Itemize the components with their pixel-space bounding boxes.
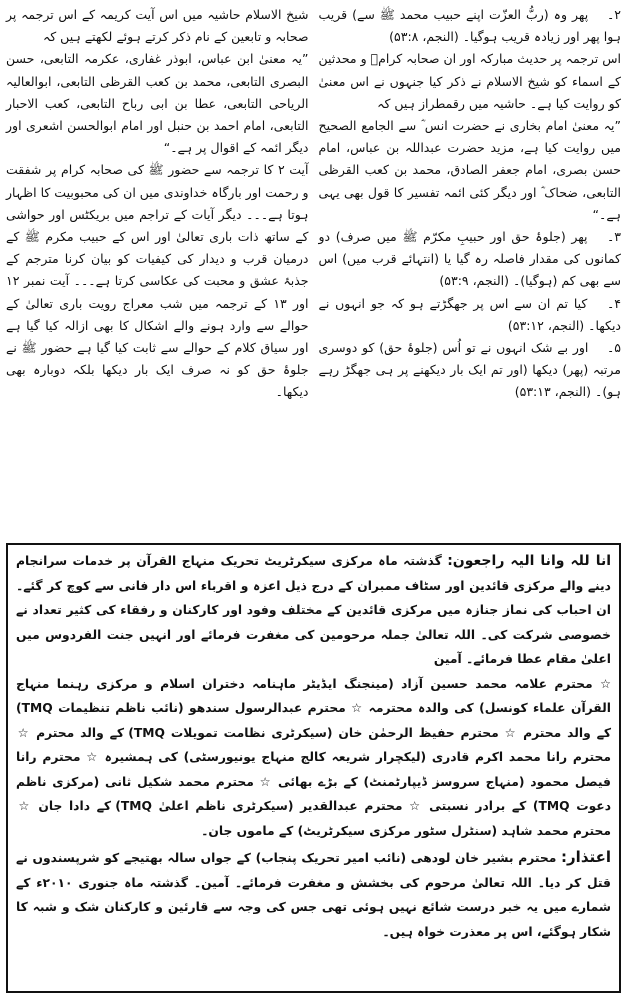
analysis-paragraph: آیت ۲ کا ترجمہ سے حضور ﷺ کی صحابہ کرام پر شفقت و رحمت اور بارگاہ خداوندی میں ان کی محبوبیت کا اظہار ہوتا ہے۔۔۔ دیگر آیات کے تراجم میں بریکٹس اور حواشی کے ساتھ ذات باری تعالیٰ اور اس کے حبیب مکرم ﷺ کے درمیان قرب و دیدار کی کیفیات کو بیان کرنا مترجم کے جذبۂ عشق و محبت کی عکاسی کرتا ہے۔۔۔ آیت نمبر ۱۲ اور ۱۳ کے ترجمہ میں شب معراج رویت باری تعالیٰ کے حوالے سے وارد ہونے والے اشکال کا بھی ازالہ کیا گیا ہے اور سیاق کلام کے حوالے سے ثابت کیا گیا ہے حضور ﷺ نے جلوۂ حق کو نہ صرف ایک بار دیکھا بلکہ دوبارہ بھی دیکھا۔ [2,162,309,400]
verse-2-translation: ۲۔ پھر وہ (ربُّ العزّت اپنے حبیب محمد ﷺ سے) قریب ہوا پھر اور زیادہ قریب ہوگیا۔ (النجم، ۵۳:۸) [314,7,621,45]
obituary-notice-box [6,543,621,993]
notice-headline: انا للہ وانا الیہ راجعون: [447,553,612,569]
commentary-paragraph: اس ترجمہ پر حدیث مبارکہ اور ان صحابہ کرامؓ و محدثین کے اسماء کو شیخ الاسلام نے ذکر کیا جنہوں نے اس معنیٰ کو روایت کیا ہے۔ حاشیہ میں رقمطراز ہیں کہ [314,51,621,111]
apology-paragraph [11,845,611,944]
notice-lead-text: گذشتہ ماہ مرکزی سیکرٹریٹ تحریک منہاج القرآن پر خدمات سرانجام دینے والے مرکزی قائدین اور سٹاف ممبران کے درج ذیل اعزہ و اقرباء اس دار فانی سے کوچ کر گئے۔ ان احباب کی نماز جنازہ میں مرکزی قائدین کے مختلف وفود اور کارکنان و رفقاء کی کثیر تعداد نے خصوصی شرکت کی۔ اللہ تعالیٰ جملہ مرحومین کی مغفرت فرمائے اور انہیں جنت الفردوس میں اعلیٰ مقام عطا فرمائے۔ آمین [11,554,611,666]
footnote-scholars-quote: ”یہ معنیٰ ابن عباس، ابوذر غفاری، عکرمہ التابعی، حسن البصری التابعی، محمد بن کعب القرظی التابعی، ابوالعالیہ الریاحی التابعی، عطا بن ابی رباح التابعی، کعب الاحبار التابعی، امام احمد بن حنبل اور امام ابوالحسن اشعری اور دیگر ائمہ کے اقوال پر ہے۔“ [2,51,309,156]
apology-text: محترم بشیر خان لودھی (نائب امیر تحریک پنجاب) کے جواں سالہ بھتیجے کو شرپسندوں نے قتل کر دیا۔ اللہ تعالیٰ مرحوم کی بخشش و مغفرت فرمائے۔ آمین۔ گذشتہ ماہ جنوری ۲۰۱۰ء کے شمارے میں یہ خبر درست شائع نہیں ہوئی تھی جس کی وجہ سے قارئین و کارکنان شک و شبہ کا شکار ہوگئے، اس پر معذرت خواہ ہیں۔ [11,851,611,939]
deceased-list: ☆ محترم علامہ محمد حسین آزاد (مینجنگ ایڈیٹر ماہنامہ دختران اسلام و مرکزی رہنما منہاج القرآن علماء کونسل) کی والدہ محترمہ ☆ محترم عبدالرسول سندھو (نائب ناظم تنظیمات TMQ) کے والد محترم ☆ محترم حفیظ الرحمٰن خان (سیکرٹری نظامت تمویلات TMQ) کے والد محترم ☆ محترم رانا محمد اکرم قادری (لیکچرار شریعہ کالج منہاج یونیورسٹی) کی ہمشیرہ ☆ محترم رانا فیصل محمود (منہاج سروسز ڈیپارٹمنٹ) کے بڑے بھائی ☆ محترم محمد شکیل ثانی (مرکزی ناظم دعوت TMQ) کے برادر نسبتی ☆ محترم عبدالقدیر (سیکرٹری ناظم اعلیٰ TMQ) کے دادا جان ☆ محترم محمد شاہد (سنٹرل سٹور مرکزی سیکرٹریٹ) کے ماموں جان۔ [11,676,612,838]
notice-lead [11,549,612,672]
footnote-quote: ”یہ معنیٰ امام بخاری نے حضرت انس ؓ سے الجامع الصحیح میں روایت کیا ہے، مزید حضرت عبداللہ بن عباس، امام حسن بصری، امام جعفر الصادق، محمد بن کعب القرظی التابعی، ضحاک ؓ اور دیگر کئی ائمہ تفسیر کا قول بھی یہی ہے۔“ [314,118,621,222]
apology-heading: اعتذار: [561,848,611,866]
verse-5-translation: ۵۔ اور بے شک انہوں نے تو اُس (جلوۂ حق) کو دوسری مرتبہ (پھر) دیکھا (اور تم ایک بار دیکھنے پر ہی جھگڑ رہے ہو)۔ (النجم، ۵۳:۱۳) [314,340,621,400]
left-column [2,4,309,537]
verse-4-translation: ۴۔ کیا تم ان سے اس پر جھگڑتے ہو کہ جو انہوں نے دیکھا۔ (النجم، ۵۳:۱۲) [314,295,621,333]
two-column-body [2,4,621,537]
footnote-intro: شیخ الاسلام حاشیہ میں اس آیت کریمہ کے اس ترجمہ پر صحابہ و تابعین کے نام ذکر کرتے ہوئے لکھتے ہیں کہ [2,7,309,45]
verse-3-translation: ۳۔ پھر (جلوۂ حق اور حبیبِ مکرّم ﷺ میں صرف) دو کمانوں کی مقدار فاصلہ رہ گیا یا (انتہائے قرب میں) اس سے بھی کم (ہوگیا)۔ (النجم، ۵۳:۹) [314,229,621,289]
right-column [314,4,622,537]
